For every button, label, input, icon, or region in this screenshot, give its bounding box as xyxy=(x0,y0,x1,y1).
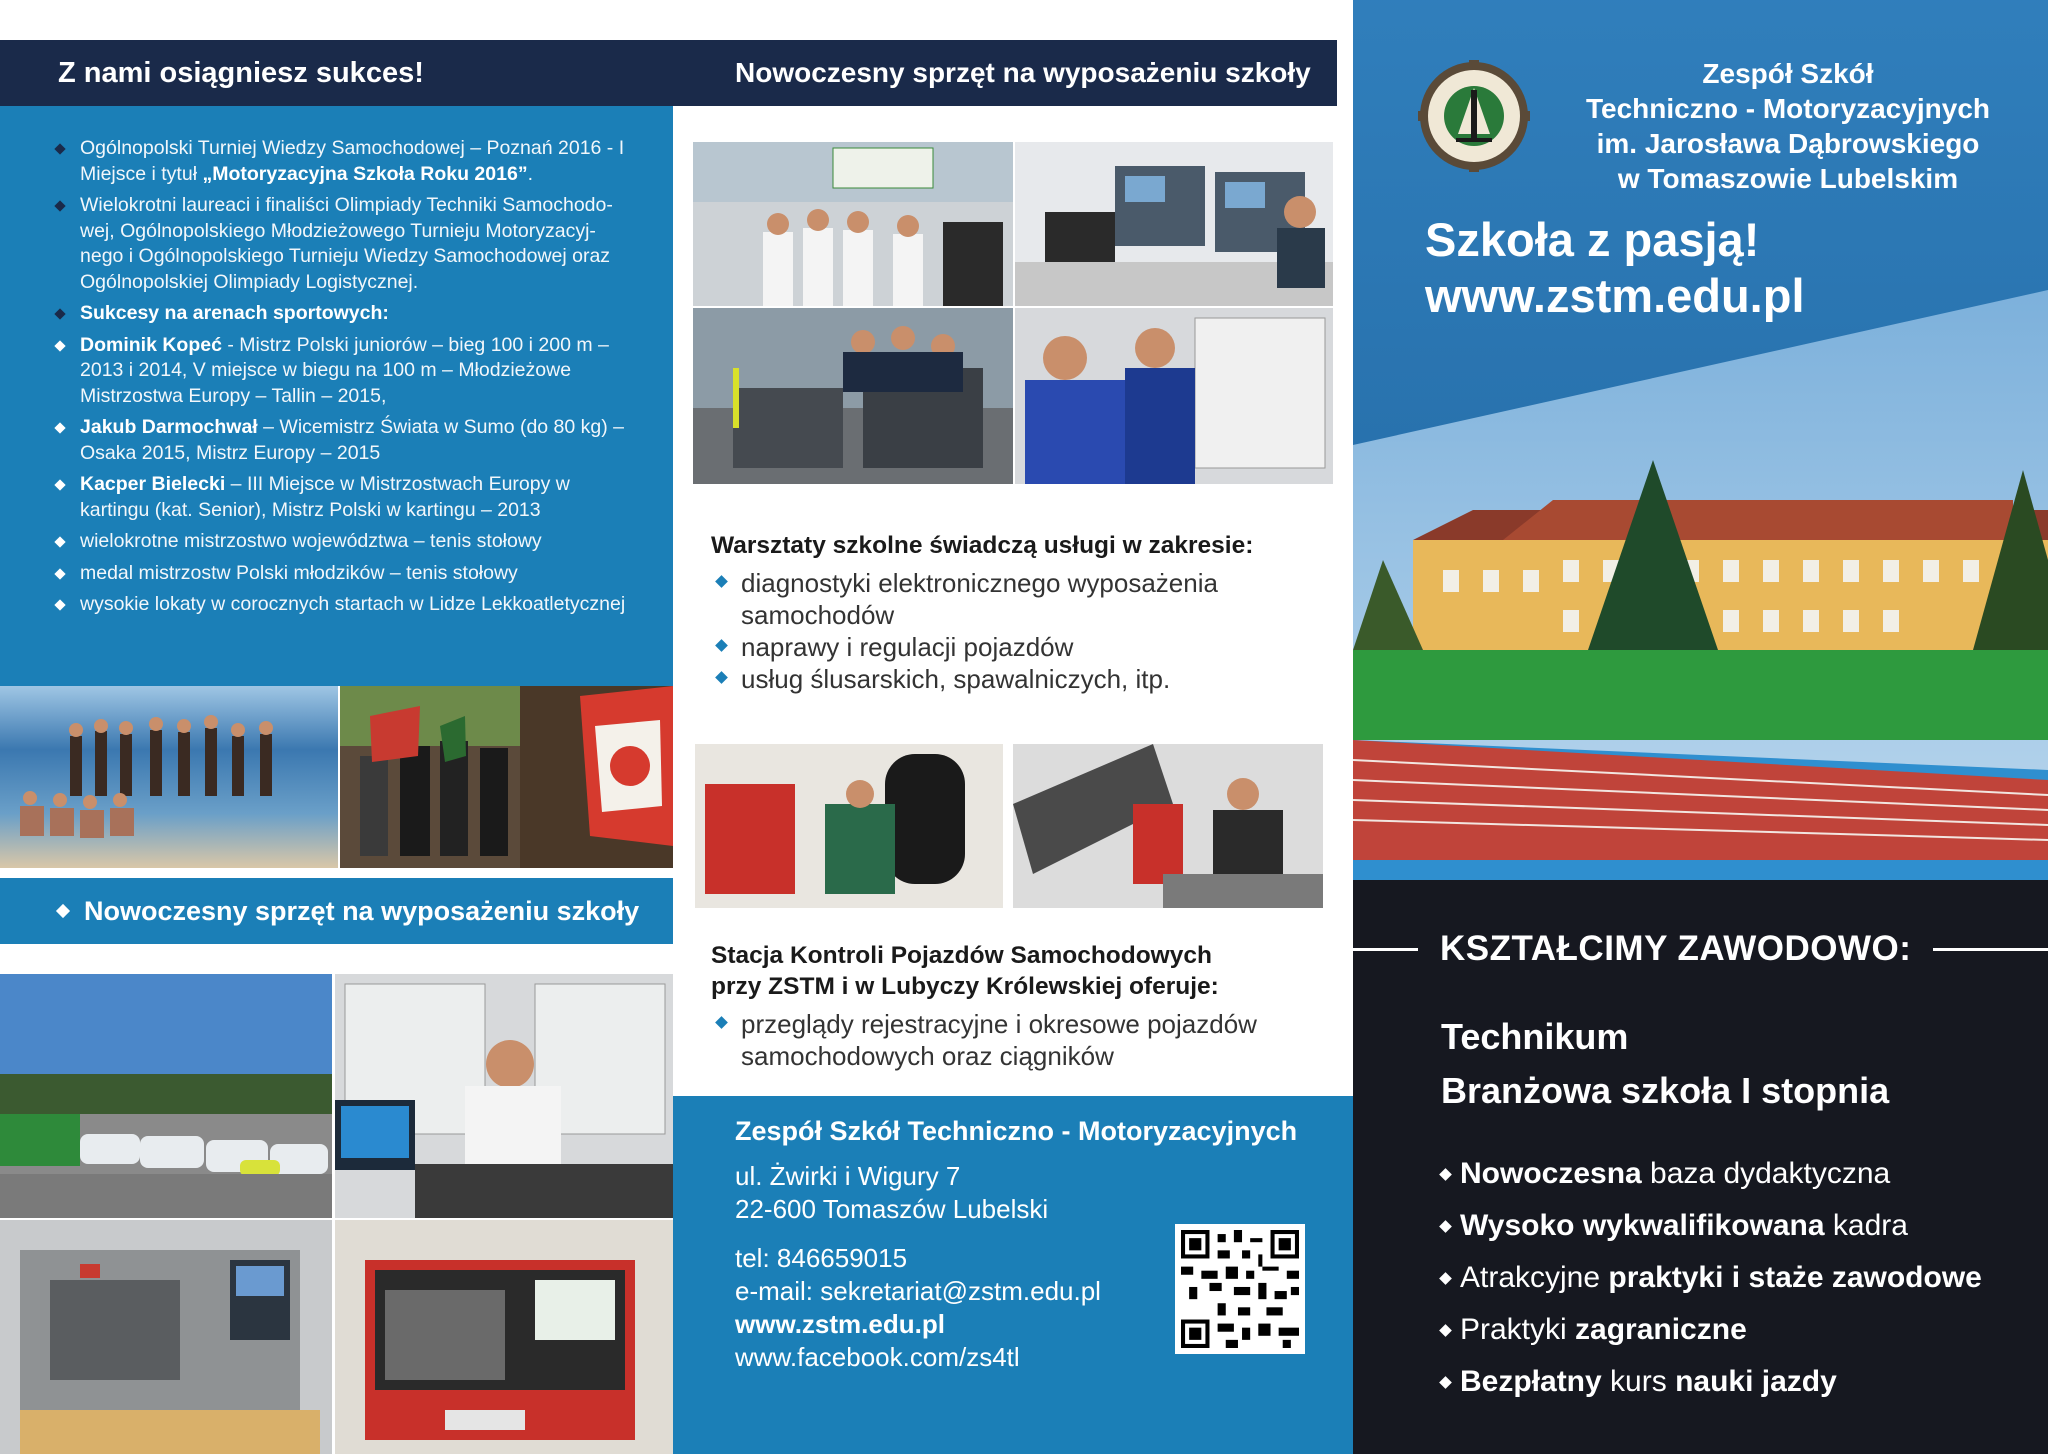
achievement-item: Ogólnopolski Turniej Wiedzy Samochodowej – Poznań 2016 - I Miejsce i tytuł „Motoryzacyjna Szkoła Roku 2016”. xyxy=(54,136,633,187)
contact-email[interactable]: e-mail: sekretariat@zstm.edu.pl xyxy=(735,1276,1101,1306)
car-repair-photo xyxy=(1013,744,1323,908)
student-photos-row xyxy=(0,686,673,868)
service-photos xyxy=(695,744,1335,908)
contact-website[interactable]: www.zstm.edu.pl xyxy=(735,1309,945,1339)
diamond-bullet-icon xyxy=(1439,1168,1452,1181)
station-section xyxy=(711,940,1331,1072)
school-type: Branżowa szkoła I stopnia xyxy=(1441,1070,1890,1111)
feature-item: Wysoko wykwalifikowana kadra xyxy=(1441,1200,1982,1252)
cnc-controller-photo xyxy=(1015,142,1333,306)
school-types xyxy=(1441,1010,1889,1118)
school-logo-icon xyxy=(1418,60,1530,172)
cover-hero xyxy=(1353,0,2048,880)
cnc-lathe-photo xyxy=(0,1220,332,1454)
classroom-collage xyxy=(693,142,1333,484)
school-name-block xyxy=(1563,56,2013,196)
achievement-item: wielokrotne mistrzostwo województwa – tenis stołowy xyxy=(54,529,633,555)
workshop-item: naprawy i regulacji pojazdów xyxy=(711,631,1331,663)
achievement-item: Dominik Kopeć - Mistrz Polski juniorów – bieg 100 i 200 m – 2013 i 2014, V miejsce w biegu na 100 m – Młodzieżowe Mistrzostwa Europy – Tallin – 2015, xyxy=(54,333,633,410)
achievements-panel xyxy=(0,106,673,686)
diamond-bullet-icon xyxy=(1439,1376,1452,1389)
success-header: Z nami osiągniesz sukces! xyxy=(0,40,673,106)
engine-workshop-photo xyxy=(693,308,1013,484)
divider-line-left xyxy=(1353,948,1418,951)
achievement-item: Kacper Bielecki – III Miejsce w Mistrzostwach Europy w kartingu (kat. Senior), Mistrz Polski w kartingu – 2013 xyxy=(54,472,633,523)
right-panel xyxy=(1353,0,2048,1454)
contact-street: ul. Żwirki i Wigury 7 xyxy=(735,1161,961,1191)
achievements-list xyxy=(54,136,633,618)
school-name-line: w Tomaszowie Lubelskim xyxy=(1617,163,1959,194)
feature-item: Praktyki zagraniczne xyxy=(1441,1304,1982,1356)
slogan: Szkoła z pasją! xyxy=(1425,213,1760,266)
kszt-header-text: KSZTAŁCIMY ZAWODOWO: xyxy=(1440,929,1912,968)
contact-city: 22-600 Tomaszów Lubelski xyxy=(735,1194,1049,1224)
workshop-section xyxy=(711,530,1331,695)
tire-service-photo xyxy=(695,744,1003,908)
contact-panel xyxy=(673,1096,1353,1454)
website-link[interactable]: www.zstm.edu.pl xyxy=(1425,269,1805,322)
station-title-line2: przy ZSTM i w Lubyczy Królewskiej oferuje: xyxy=(711,973,1219,1000)
contact-school-name: Zespół Szkół Techniczno - Motoryzacyjnych xyxy=(735,1116,1298,1146)
achievement-item: wysokie lokaty w corocznych startach w Lidze Lekkoatletycznej xyxy=(54,592,633,618)
parking-lot-photo xyxy=(0,974,332,1218)
left-panel xyxy=(0,0,673,1454)
workshop-item: usług ślusarskich, spawalniczych, itp. xyxy=(711,663,1331,695)
divider-line-right xyxy=(1933,948,2048,951)
diamond-bullet-icon xyxy=(1439,1324,1452,1337)
feature-list xyxy=(1441,1148,1982,1408)
achievement-item: medal mistrzostw Polski młodzików – tenis stołowy xyxy=(54,561,633,587)
qr-code-icon[interactable] xyxy=(1175,1224,1305,1354)
logistics-students-photo xyxy=(693,142,1013,306)
achievement-item: Jakub Darmochwał – Wicemistrz Świata w Sumo (do 80 kg) – Osaka 2015, Mistrz Europy – 2015 xyxy=(54,415,633,466)
station-list xyxy=(711,1008,1331,1072)
teacher-student-photo xyxy=(1015,308,1333,484)
school-type: Technikum xyxy=(1441,1016,1629,1057)
slogan-block xyxy=(1425,212,1805,324)
equipment-header-mid: Nowoczesny sprzęt na wyposażeniu szkoły xyxy=(673,40,1337,106)
diamond-bullet-icon xyxy=(1439,1272,1452,1285)
diamond-bullet-icon xyxy=(1439,1220,1452,1233)
flag-ceremony-photo xyxy=(340,686,673,868)
middle-panel xyxy=(673,0,1353,1454)
school-name-line: Zespół Szkół xyxy=(1702,58,1874,89)
school-name-line: Techniczno - Motoryzacyjnych xyxy=(1586,93,1990,124)
workshop-item: diagnostyki elektronicznego wyposażenia samochodów xyxy=(711,567,1331,631)
contact-phone[interactable]: tel: 846659015 xyxy=(735,1243,908,1273)
beach-group-photo xyxy=(0,686,338,868)
achievement-item: Wielokrotni laureaci i finaliści Olimpiady Techniki Samochodo-wej, Ogólnopolskiego Młodzieżowego Turnieju Motoryzacyj-nego i Ogólnopolskiego Turnieju Wiedzy Samochodowej oraz Ogólnopolskiej Olimpiady Logistycznej. xyxy=(54,193,633,295)
diagnostic-lab-photo xyxy=(335,974,673,1218)
equipment-header-left-text: Nowoczesny sprzęt na wyposażeniu szkoły xyxy=(84,895,640,926)
station-title-line1: Stacja Kontroli Pojazdów Samochodowych xyxy=(711,942,1212,969)
kszt-header xyxy=(1353,925,2048,973)
feature-item: Atrakcyjne praktyki i staże zawodowe xyxy=(1441,1252,1982,1304)
school-name-line: im. Jarosława Dąbrowskiego xyxy=(1596,128,1980,159)
workshop-title: Warsztaty szkolne świadczą usługi w zakresie: xyxy=(711,532,1254,559)
feature-item: Nowoczesna baza dydaktyczna xyxy=(1441,1148,1982,1200)
contact-facebook[interactable]: www.facebook.com/zs4tl xyxy=(735,1342,1020,1372)
engine-trainer-photo xyxy=(335,1220,673,1454)
diamond-bullet-icon xyxy=(56,904,70,918)
station-item: przeglądy rejestracyjne i okresowe pojazdów samochodowych oraz ciągników xyxy=(711,1008,1331,1072)
equipment-header-left xyxy=(0,878,673,944)
workshop-list xyxy=(711,567,1331,695)
equipment-photo-grid xyxy=(0,974,673,1454)
achievement-item: Sukcesy na arenach sportowych: xyxy=(54,301,633,327)
feature-item: Bezpłatny kurs nauki jazdy xyxy=(1441,1356,1982,1408)
